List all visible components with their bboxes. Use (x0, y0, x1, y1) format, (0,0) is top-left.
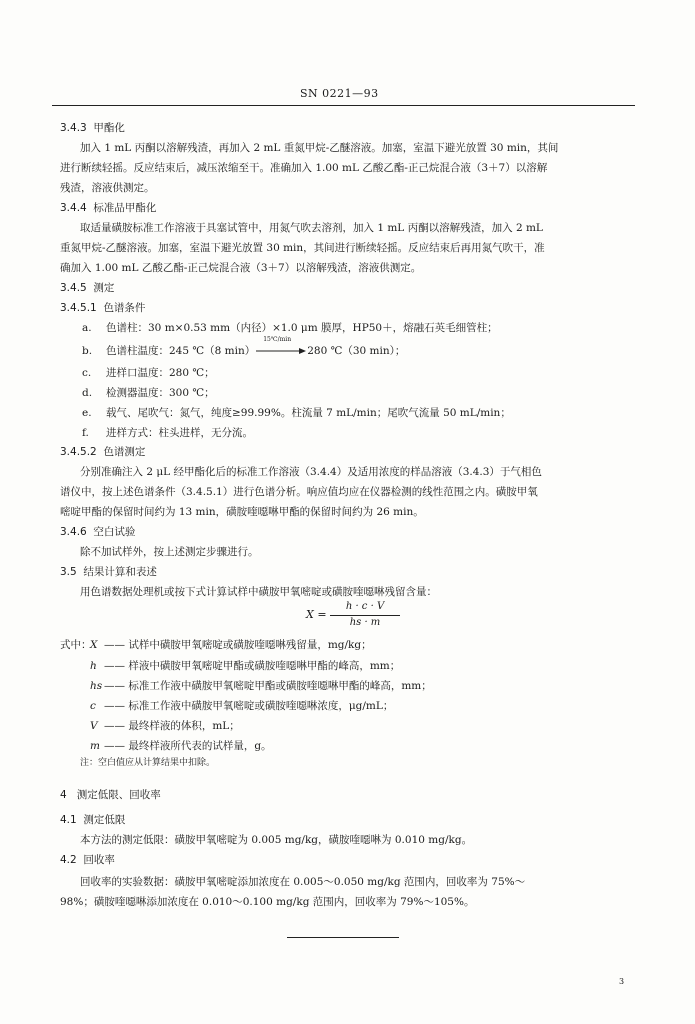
paragraph-line: 谱仪中，按上述色谱条件（3.4.5.1）进行色谱分析。响应值均应在仪器检测的线性范围之内。磺胺甲氧 (60, 486, 538, 498)
item-text: 色谱柱：30 m×0.53 mm（内径）×1.0 μm 膜厚，HP50＋，熔融石英毛细管柱； (106, 322, 498, 334)
section-title: 测定 (93, 282, 115, 294)
definition-row (90, 661, 400, 672)
condition-item-a (82, 323, 498, 334)
section-title: 结果计算和表述 (83, 566, 157, 578)
paragraph-line: 取适量磺胺标准工作溶液于具塞试管中，用氮气吹去溶剂，加入 1 mL 丙酮以溶解残渣，加入 2 mL (80, 222, 543, 234)
section-number: 4 (60, 789, 67, 801)
section-number: 3.4.3 (60, 122, 87, 134)
item-text: 进样方式：柱头进样，无分流。 (106, 427, 253, 439)
definition-row (90, 741, 272, 752)
section-3-4-5-2-heading (60, 447, 145, 458)
page-number: 3 (619, 977, 625, 986)
item-text: 色谱柱温度：245 ℃（8 min） (106, 345, 256, 357)
definition-row (90, 721, 240, 732)
section-3-4-4-heading (60, 203, 156, 214)
formula-numerator: h · c · V (345, 601, 385, 612)
section-title: 空白试验 (93, 526, 136, 538)
definition-row (90, 640, 372, 651)
section-4-heading (60, 790, 161, 801)
symbol: m (90, 740, 100, 752)
section-number: 3.4.4 (60, 202, 87, 214)
item-label: e. (82, 407, 92, 419)
page-header-code: SN 0221—93 (300, 87, 379, 100)
section-number: 3.4.5 (60, 282, 87, 294)
paragraph-line: 进行断续轻摇。反应结束后，减压浓缩至干。准确加入 1.00 mL 乙酸乙酯-正己烷混合液（3＋7）以溶解 (60, 162, 548, 174)
paragraph-line: 本方法的测定低限：磺胺甲氧嘧啶为 0.005 mg/kg，磺胺喹噁啉为 0.010 mg/kg。 (80, 834, 473, 846)
note-text: 注：空白值应从计算结果中扣除。 (80, 758, 216, 768)
paragraph-line: 重氮甲烷-乙醚溶液。加塞，室温下避光放置 30 min，其间进行断续轻摇。反应结束后再用氮气吹干，准 (60, 242, 545, 254)
item-label: c. (82, 367, 92, 379)
section-3-4-3-heading (60, 123, 125, 134)
section-title: 色谱测定 (103, 446, 146, 458)
section-title: 甲酯化 (93, 122, 125, 134)
paragraph-line: 残渣，溶液供测定。 (60, 182, 155, 194)
section-3-5-heading (60, 567, 157, 578)
item-text: 280 ℃（30 min）； (307, 345, 406, 357)
definition-text: —— 试样中磺胺甲氧嘧啶或磺胺喹噁啉残留量，mg/kg； (104, 639, 372, 651)
section-3-4-5-1-heading (60, 303, 145, 314)
section-number: 3.4.5.1 (60, 302, 97, 314)
condition-item-e (82, 408, 511, 419)
where-intro: 式中： (60, 639, 92, 651)
definition-text: —— 标准工作液中磺胺甲氧嘧啶甲酯或磺胺喹噁啉甲酯的峰高，mm； (104, 680, 432, 692)
section-4-2-heading (60, 855, 115, 866)
condition-item-d (82, 388, 215, 399)
fraction-bar (330, 615, 400, 616)
definition-text: —— 最终样液所代表的试样量，g。 (104, 740, 272, 752)
definition-row (90, 701, 393, 712)
item-label: a. (82, 322, 92, 334)
section-title: 色谱条件 (103, 302, 146, 314)
item-label: f. (82, 427, 89, 439)
formula-lhs: X = (306, 608, 327, 621)
section-title: 标准品甲酯化 (93, 202, 157, 214)
paragraph-line: 确加入 1.00 mL 乙酸乙酯-正己烷混合液（3＋7）以溶解残渣，溶液供测定。 (60, 262, 422, 274)
section-title: 回收率 (83, 854, 115, 866)
item-label: b. (82, 345, 93, 357)
definition-text: —— 标准工作液中磺胺甲氧嘧啶或磺胺喹噁啉浓度，μg/mL； (104, 700, 394, 712)
ramp-arrow (255, 336, 307, 356)
section-3-4-5-heading (60, 283, 114, 294)
section-number: 3.4.6 (60, 526, 87, 538)
section-3-4-6-heading (60, 527, 135, 538)
formula-denominator: hs · m (349, 617, 381, 628)
header-rule (52, 105, 635, 106)
ramp-rate: 15℃/min (263, 336, 292, 343)
section-number: 3.5 (60, 566, 77, 578)
item-text: 检测器温度：300 ℃； (106, 387, 215, 399)
section-4-1-heading (60, 815, 125, 826)
right-arrow-icon (255, 346, 307, 356)
symbol: V (90, 720, 98, 732)
item-text: 载气、尾吹气：氮气，纯度≥99.99%。柱流量 7 mL/min；尾吹气流量 50 mL/min； (106, 407, 511, 419)
definition-text: —— 样液中磺胺甲氧嘧啶甲酯或磺胺喹噁啉甲酯的峰高，mm； (104, 660, 401, 672)
symbol: X (90, 639, 98, 651)
symbol: c (90, 700, 96, 712)
paragraph-line: 98%；磺胺喹噁啉添加浓度在 0.010～0.100 mg/kg 范围内，回收率为 79%～105%。 (60, 896, 475, 908)
section-number: 3.4.5.2 (60, 446, 97, 458)
condition-item-f (82, 428, 253, 439)
footer-rule (287, 937, 399, 938)
definition-row (90, 681, 432, 692)
section-number: 4.2 (60, 854, 77, 866)
section-title: 测定低限、回收率 (76, 789, 161, 801)
item-text: 进样口温度：280 ℃； (106, 367, 215, 379)
symbol: hs (90, 680, 103, 692)
condition-item-b (82, 336, 406, 357)
paragraph-line: 分别准确注入 2 μL 经甲酯化后的标准工作溶液（3.4.4）及适用浓度的样品溶液（3.4.3）于气相色 (80, 466, 542, 478)
symbol: h (90, 660, 97, 672)
paragraph-line: 加入 1 mL 丙酮以溶解残渣，再加入 2 mL 重氮甲烷-乙醚溶液。加塞，室温下避光放置 30 min，其间 (80, 142, 559, 154)
paragraph-line: 回收率的实验数据：磺胺甲氧嘧啶添加浓度在 0.005～0.050 mg/kg 范围内，回收率为 75%～ (80, 876, 526, 888)
section-title: 测定低限 (83, 814, 126, 826)
paragraph-line: 用色谱数据处理机或按下式计算试样中磺胺甲氧嘧啶或磺胺喹噁啉残留含量： (80, 586, 437, 598)
section-number: 4.1 (60, 814, 77, 826)
condition-item-c (82, 368, 215, 379)
paragraph-line: 嘧啶甲酯的保留时间约为 13 min，磺胺喹噁啉甲酯的保留时间约为 26 min。 (60, 506, 424, 518)
item-label: d. (82, 387, 93, 399)
paragraph-line: 除不加试样外，按上述测定步骤进行。 (80, 546, 259, 558)
definition-text: —— 最终样液的体积，mL； (104, 720, 240, 732)
